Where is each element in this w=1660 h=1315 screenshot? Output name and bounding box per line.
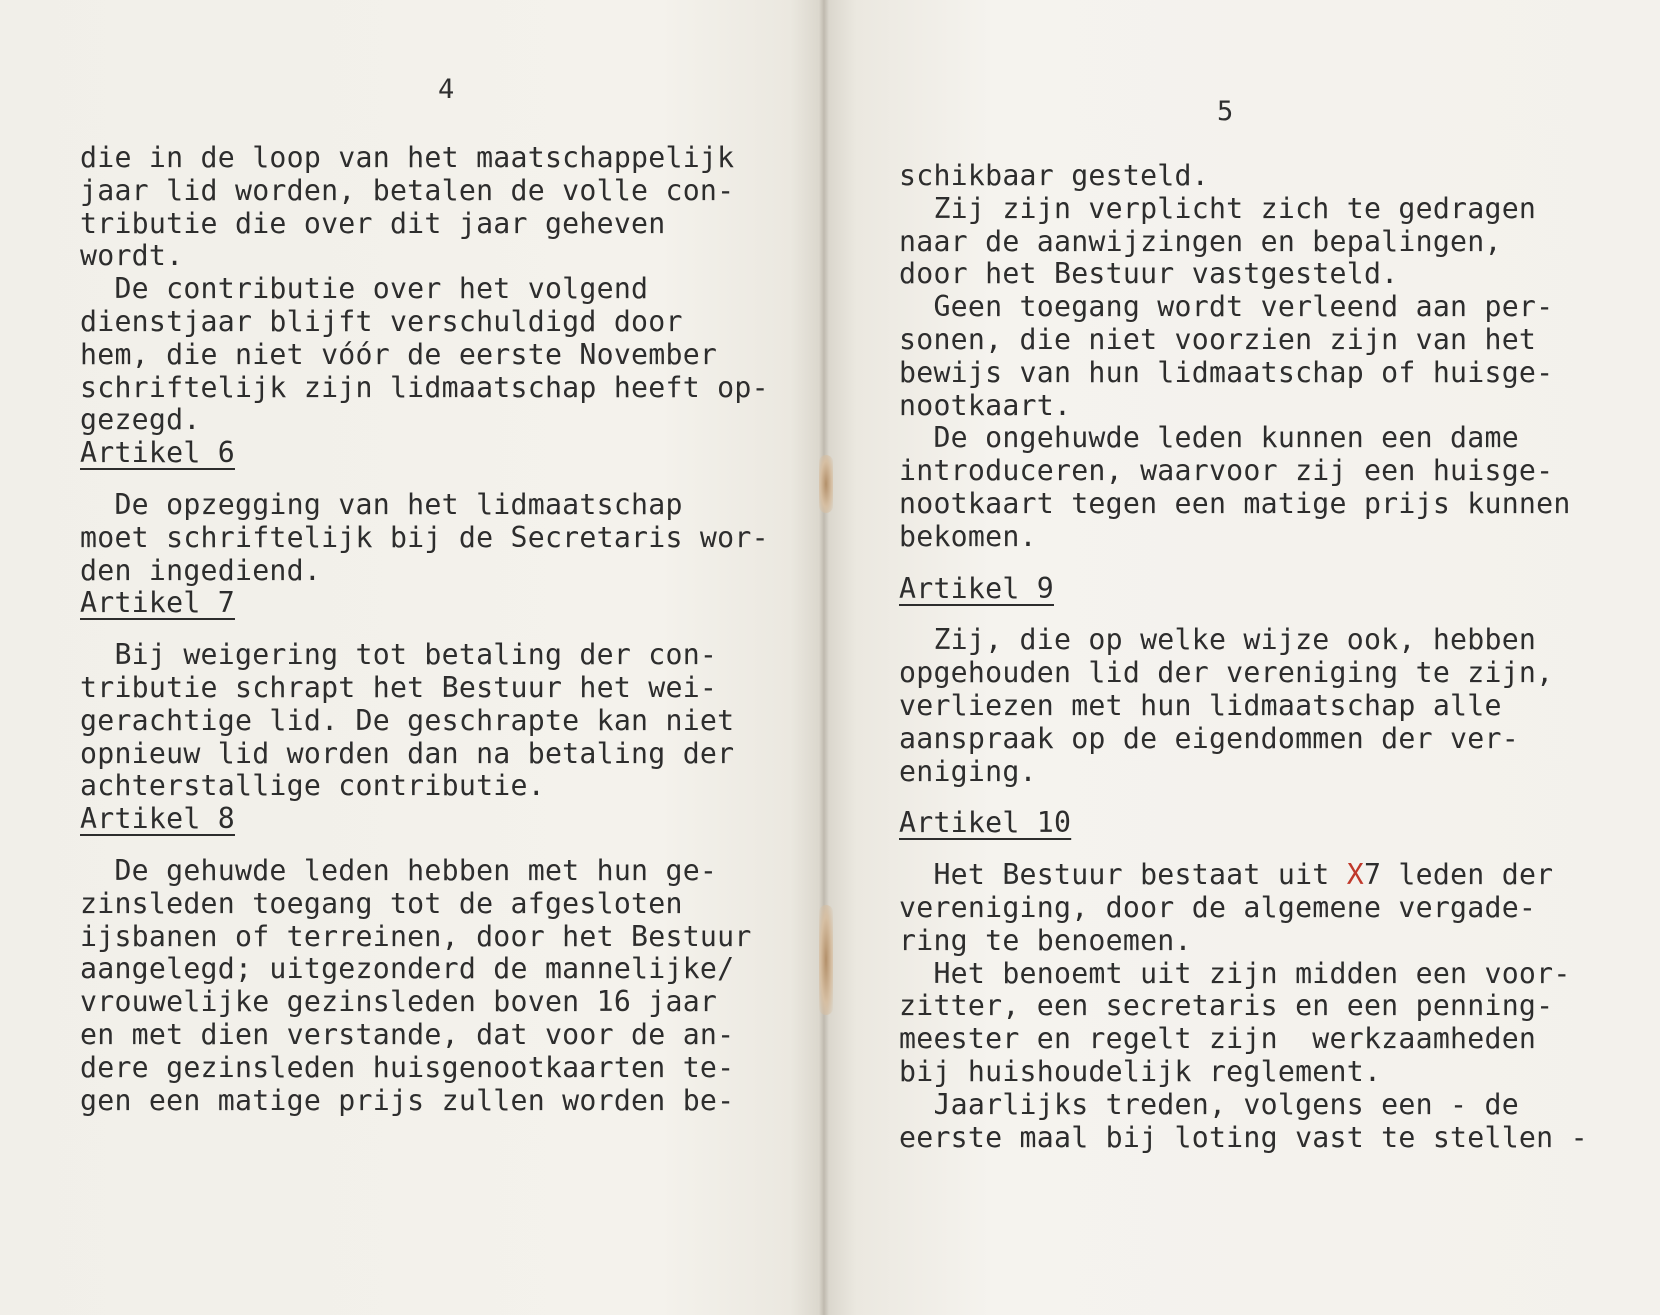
text-line: schikbaar gesteld. [899,159,1209,192]
article-heading: Artikel 6 [80,436,235,470]
text-line: aangelegd; uitgezonderd de mannelijke/ [80,952,735,986]
red-correction-mark: X [1346,858,1364,892]
text-line: dienstjaar blijft verschuldigd door [80,304,683,338]
right-page [823,0,1660,1315]
text-line: nootkaart. [899,388,1072,422]
text-line: De contributie over het volgend [80,272,649,306]
text-line: Het benoemt uit zijn midden een voor- [899,956,1571,990]
text-line: bewijs van hun lidmaatschap of huisge- [899,355,1554,389]
text-line: De ongehuwde leden kunnen een dame [899,421,1519,455]
left-page [0,0,823,1315]
text-line: zitter, een secretaris en een penning- [899,989,1554,1023]
text-line: zinsleden toegang tot de afgesloten [80,886,683,920]
text-line: vrouwelijke gezinsleden boven 16 jaar [80,985,718,1019]
text-line: De opzegging van het lidmaatschap [80,487,683,521]
text-line: De gehuwde leden hebben met hun ge- [80,853,718,887]
text-line: gerachtige lid. De geschrapte kan niet [80,703,735,737]
right-page-text [899,160,1588,1154]
text-line: Bij weigering tot betaling der con- [80,638,718,672]
text-line: gezegd. [80,403,201,437]
line-spacer [80,836,769,855]
text-line: opgehouden lid der vereniging te zijn, [899,656,1554,690]
right-page-number: 5 [1217,96,1234,127]
text-line: achterstallige contributie. [80,769,545,803]
text-line: en met dien verstande, dat voor de an- [80,1017,735,1051]
text-line: Zij, die op welke wijze ook, hebben [899,623,1537,657]
page-gutter [819,0,829,1315]
text-line: bekomen. [899,519,1037,553]
text-line: ijsbanen of terreinen, door het Bestuur [80,919,752,953]
left-page-text [80,142,769,1117]
text-line: Zij zijn verplicht zich te gedragen [899,191,1537,225]
text-line: verliezen met hun lidmaatschap alle [899,688,1502,722]
text-line: Jaarlijks treden, volgens een - de [899,1087,1519,1121]
text-line: tributie schrapt het Bestuur het wei- [80,670,718,704]
text-line: jaar lid worden, betalen de volle con- [80,173,735,207]
line-spacer [899,840,1588,859]
article-heading: Artikel 7 [80,586,235,620]
text-line: tributie die over dit jaar geheven [80,206,666,240]
text-line: Het Bestuur bestaat uit X7 leden der [899,858,1554,892]
text-line: nootkaart tegen een matige prijs kunnen [899,486,1571,520]
text-line: introduceren, waarvoor zij een huisge- [899,454,1554,488]
staple-mark-upper [819,455,833,513]
text-line: opnieuw lid worden dan na betaling der [80,736,735,770]
line-spacer [899,605,1588,624]
text-line: schriftelijk zijn lidmaatschap heeft op- [80,370,769,404]
text-line: dere gezinsleden huisgenootkaarten te- [80,1050,735,1084]
article-heading: Artikel 9 [899,571,1054,605]
text-line: Geen toegang wordt verleend aan per- [899,290,1554,324]
text-line: sonen, die niet voorzien zijn van het [899,322,1537,356]
staple-mark-lower [819,905,833,1015]
text-line: aanspraak op de eigendommen der ver- [899,721,1519,755]
line-spacer [80,620,769,639]
text-line: naar de aanwijzingen en bepalingen, [899,224,1502,258]
text-line: eerste maal bij loting vast te stellen - [899,1120,1588,1154]
line-spacer [80,470,769,489]
text-line: bij huishoudelijk reglement. [899,1054,1382,1088]
line-spacer [899,788,1588,807]
text-line: vereniging, door de algemene vergade- [899,890,1537,924]
text-line: ring te benoemen. [899,923,1192,957]
article-heading: Artikel 8 [80,802,235,836]
text-line: meester en regelt zijn werkzaamheden [899,1022,1537,1056]
text-line: wordt. [80,239,184,273]
text-line: die in de loop van het maatschappelijk [80,141,735,174]
line-spacer [899,554,1588,573]
text-line: hem, die niet vóór de eerste November [80,337,718,371]
article-heading: Artikel 10 [899,806,1072,840]
text-line: door het Bestuur vastgesteld. [899,257,1399,291]
left-page-number: 4 [438,74,455,105]
text-line: eniging. [899,754,1037,788]
text-line: moet schriftelijk bij de Secretaris wor- [80,520,769,554]
text-line: gen een matige prijs zullen worden be- [80,1083,735,1117]
text-line: den ingediend. [80,553,322,587]
